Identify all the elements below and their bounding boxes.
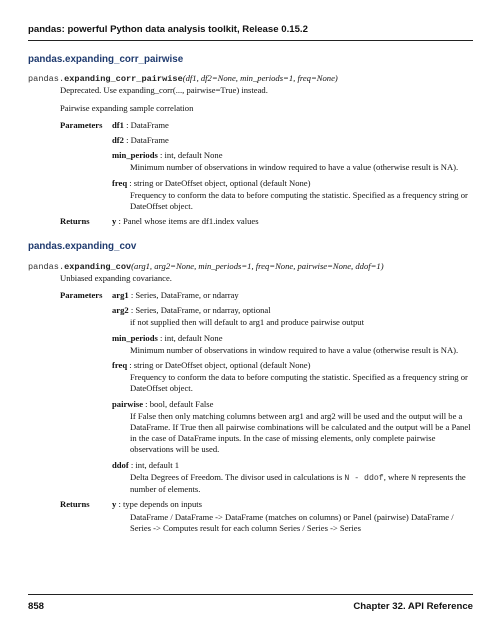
sig-name: expanding_cov	[64, 261, 132, 272]
sig-name: expanding_corr_pairwise	[64, 74, 183, 85]
inline-code: N	[411, 473, 417, 483]
footer-rule	[28, 594, 473, 595]
desc-line: Deprecated. Use expanding_corr(..., pairwise=True) instead.	[60, 85, 268, 96]
desc-line: Unbiased expanding covariance.	[60, 272, 172, 283]
returns-field	[60, 499, 473, 534]
return-head: y : type depends on inputs	[112, 499, 202, 510]
returns-label: Returns	[60, 216, 90, 227]
param-head: arg1 : Series, DataFrame, or ndarray	[112, 290, 239, 301]
sig-module: pandas.	[28, 261, 65, 272]
running-header: pandas: powerful Python data analysis toolkit, Release 0.15.2	[28, 24, 308, 35]
field-list	[60, 120, 473, 228]
param-desc: Frequency to conform the data to before computing the statistic. Specified as a frequency string or DateOffset object.	[130, 372, 468, 394]
parameters-field	[60, 120, 473, 212]
inline-code: N - ddof	[344, 473, 384, 483]
desc-line: Pairwise expanding sample correlation	[60, 102, 194, 113]
section-title[interactable]: pandas.expanding_corr_pairwise	[28, 54, 184, 65]
parameters-label: Parameters	[60, 119, 103, 130]
param-head: arg2 : Series, DataFrame, or ndarray, optional	[112, 305, 271, 316]
function-description	[60, 273, 473, 284]
function-description	[60, 85, 473, 113]
section-title[interactable]: pandas.expanding_cov	[28, 241, 137, 253]
section-expanding-cov	[28, 241, 473, 533]
param-head: freq : string or DateOffset object, optional (default None)	[112, 177, 311, 188]
param-desc: Delta Degrees of Freedom. The divisor used in calculations is N - ddof, where N represents the number of elements.	[130, 471, 466, 495]
function-signature	[28, 261, 473, 273]
header-rule	[28, 40, 473, 41]
parameters-label: Parameters	[60, 290, 103, 301]
param-head: pairwise : bool, default False	[112, 398, 214, 409]
page-number: 858	[28, 601, 45, 612]
returns-field	[60, 216, 473, 227]
param-head: df1 : DataFrame	[112, 119, 169, 130]
param-head: min_periods : int, default None	[112, 150, 223, 161]
sig-module: pandas.	[28, 74, 65, 85]
field-list	[60, 290, 473, 534]
function-signature	[28, 73, 473, 85]
param-head: freq : string or DateOffset object, optional (default None)	[112, 360, 311, 371]
return-desc: DataFrame / DataFrame -> DataFrame (matches on columns) or Panel (pairwise) DataFrame / Series -> Computes result for each column Series / Series -> Series	[130, 511, 454, 533]
param-desc: If False then only matching columns between arg1 and arg2 will be used and the output will be a DataFrame. If True then all pairwise combinations will be calculated and the output will be a Panel in the case of DataFrame inputs. In the case of missing elements, only complete pairwise observations will be used.	[130, 410, 471, 455]
page-content	[28, 54, 473, 538]
returns-label: Returns	[60, 499, 90, 510]
param-desc: Frequency to conform the data to before computing the statistic. Specified as a frequency string or DateOffset object.	[130, 189, 468, 212]
param-desc: if not supplied then will default to arg1 and produce pairwise output	[130, 317, 364, 328]
return-head: y : Panel whose items are df1.index values	[112, 216, 259, 227]
section-expanding-corr-pairwise	[28, 54, 473, 227]
param-head: df2 : DataFrame	[112, 135, 169, 146]
param-head: ddof : int, default 1	[112, 459, 180, 470]
param-head: min_periods : int, default None	[112, 332, 223, 343]
chapter-title: Chapter 32. API Reference	[353, 601, 473, 612]
sig-args: (arg1, arg2=None, min_periods=1, freq=None, pairwise=None, ddof=1)	[131, 260, 384, 271]
parameters-field	[60, 290, 473, 495]
param-desc: Minimum number of observations in window required to have a value (otherwise result is NA).	[130, 344, 459, 355]
sig-args: (df1, df2=None, min_periods=1, freq=None)	[182, 73, 338, 84]
param-desc: Minimum number of observations in window required to have a value (otherwise result is NA).	[130, 162, 459, 173]
